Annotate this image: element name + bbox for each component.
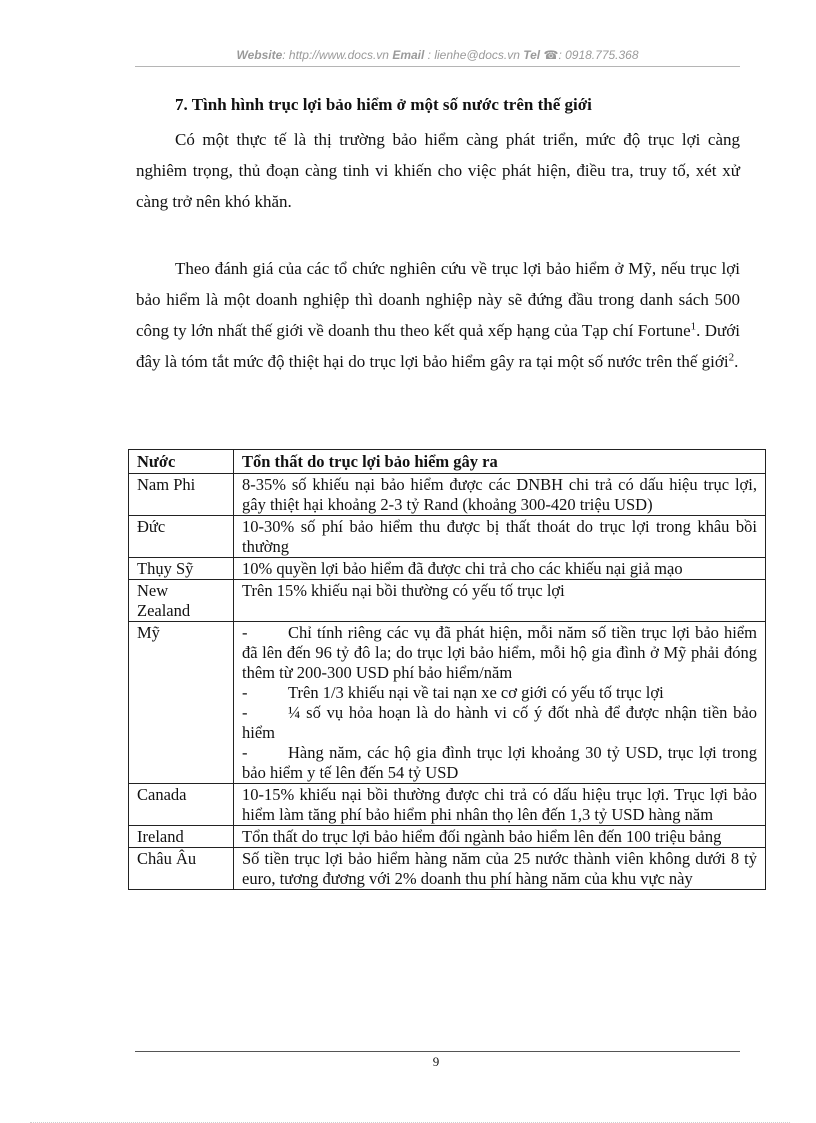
- country-cell: Mỹ: [129, 622, 234, 784]
- loss-description-cell: 10-30% số phí bảo hiểm thu được bị thất thoát do trục lợi trong khâu bồi thường: [234, 516, 766, 558]
- email-label: Email: [392, 48, 425, 62]
- table-row: [129, 580, 766, 622]
- table-row: [129, 826, 766, 848]
- bullet-dash: -: [242, 623, 248, 642]
- paragraph-fortune: [136, 253, 740, 377]
- page-header: [135, 48, 740, 62]
- country-cell: Ireland: [129, 826, 234, 848]
- column-header-losses: Tổn thất do trục lợi bảo hiểm gây ra: [234, 450, 766, 474]
- country-cell: Thụy Sỹ: [129, 558, 234, 580]
- footer-divider: [135, 1051, 740, 1052]
- country-cell: Đức: [129, 516, 234, 558]
- bullet-dash: -: [242, 683, 248, 702]
- bullet-dash: -: [242, 743, 248, 762]
- tel-label: Tel: [523, 48, 541, 62]
- list-item-text: Hàng năm, các hộ gia đình trục lợi khoảng 30 tỷ USD, trục lợi trong bảo hiểm y tế lên đến 54 tỷ USD: [242, 743, 757, 782]
- loss-description-cell: Trên 15% khiếu nại bồi thường có yếu tố trục lợi: [234, 580, 766, 622]
- footnote-ref-2[interactable]: 2: [728, 351, 735, 364]
- list-item-text: Chỉ tính riêng các vụ đã phát hiện, mỗi năm số tiền trục lợi bảo hiểm đã lên đến 96 tỷ đô la; do trục lợi bảo hiểm, mỗi hộ gia đình ở Mỹ phải đóng thêm từ 200-300 USD phí bảo hiểm/năm: [242, 623, 757, 682]
- country-cell: Châu Âu: [129, 848, 234, 890]
- loss-description-cell: [234, 622, 766, 784]
- paragraph-fortune-text-a: Theo đánh giá của các tổ chức nghiên cứu về trục lợi bảo hiểm ở Mỹ, nếu trục lợi bảo hiểm là một doanh nghiệp thì doanh nghiệp này sẽ đứng đầu trong danh sách 500 công ty lớn nhất thế giới về doanh thu theo kết quả xếp hạng của Tạp chí Fortune: [136, 259, 740, 340]
- header-divider: [135, 66, 740, 67]
- table-row: [129, 848, 766, 890]
- loss-description-cell: 10% quyền lợi bảo hiểm đã được chi trả cho các khiếu nại giả mạo: [234, 558, 766, 580]
- list-item: [242, 623, 757, 683]
- paragraph-fortune-text-c: .: [734, 352, 739, 371]
- tel-value: ☎: 0918.775.368: [543, 48, 639, 62]
- table-header-row: [129, 450, 766, 474]
- loss-description-cell: 10-15% khiếu nại bồi thường được chi trả có dấu hiệu trục lợi. Trục lợi bảo hiểm làm tăng phí bảo hiểm phi nhân thọ lên đến 1,3 tỷ USD hàng năm: [234, 784, 766, 826]
- list-item: [242, 743, 757, 783]
- paragraph-intro: Có một thực tế là thị trường bảo hiểm càng phát triển, mức độ trục lợi càng nghiêm trọng, thủ đoạn càng tinh vi khiến cho việc phát hiện, điều tra, truy tố, xét xử càng trở nên khó khăn.: [136, 130, 740, 211]
- paragraph-fortune-text-b: . Dưới đây là tóm tắt mức độ thiệt hại do trục lợi bảo hiểm gây ra tại một số nước trên thế giới: [136, 321, 740, 371]
- list-item-text: Trên 1/3 khiếu nại về tai nạn xe cơ giới có yếu tố trục lợi: [288, 683, 664, 702]
- list-item-text: ¼ số vụ hỏa hoạn là do hành vi cố ý đốt nhà để được nhận tiền bảo hiểm: [242, 703, 757, 742]
- loss-description-cell: Số tiền trục lợi bảo hiểm hàng năm của 25 nước thành viên không dưới 8 tỷ euro, tương đương với 2% doanh thu phí hàng năm của khu vực này: [234, 848, 766, 890]
- country-cell: Nam Phi: [129, 474, 234, 516]
- table-row: [129, 784, 766, 826]
- table-row: [129, 622, 766, 784]
- country-cell: New Zealand: [129, 580, 234, 622]
- loss-description-cell: Tổn thất do trục lợi bảo hiểm đối ngành bảo hiểm lên đến 100 triệu bảng: [234, 826, 766, 848]
- footnote-ref-1[interactable]: 1: [690, 320, 697, 333]
- bullet-dash: -: [242, 703, 248, 722]
- column-header-country: Nước: [129, 450, 234, 474]
- page-number: 9: [432, 1054, 440, 1069]
- table-row: [129, 558, 766, 580]
- table-row: [129, 474, 766, 516]
- list-item: [242, 703, 757, 743]
- table-row: [129, 516, 766, 558]
- loss-description-cell: 8-35% số khiếu nại bảo hiểm được các DNBH chi trả có dấu hiệu trục lợi, gây thiệt hại khoảng 2-3 tỷ Rand (khoảng 300-420 triệu USD): [234, 474, 766, 516]
- website-label: Website: [236, 48, 283, 62]
- email-value: : lienhe@docs.vn: [427, 48, 520, 62]
- website-value: : http://www.docs.vn: [282, 48, 389, 62]
- section-heading: 7. Tình hình trục lợi bảo hiểm ở một số nước trên thế giới: [175, 95, 592, 114]
- country-cell: Canada: [129, 784, 234, 826]
- list-item: [242, 683, 757, 703]
- fraud-losses-table: [128, 449, 766, 890]
